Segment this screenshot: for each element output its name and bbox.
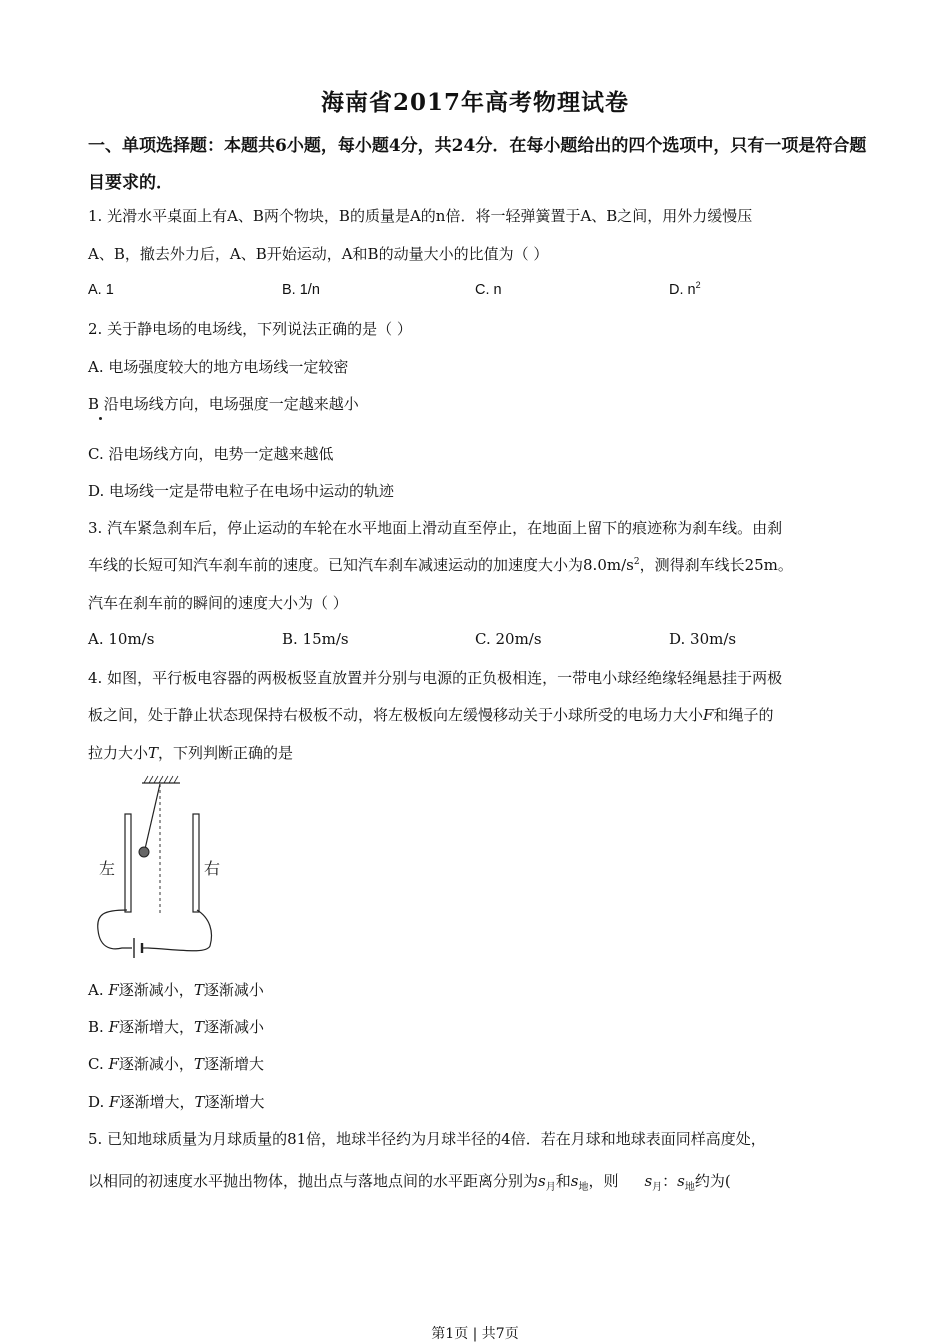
q4-line1: 4. 如图，平行板电容器的两极板竖直放置并分别与电源的正负极相连，一带电小球经绝缘轻绳悬挂于两极 <box>88 669 783 687</box>
q2-option-d: D. 电场线一定是带电粒子在电场中运动的轨迹 <box>88 482 395 500</box>
q4-line3-var: T <box>148 744 159 762</box>
q1-option-d <box>669 282 701 298</box>
q1-line1: 1. 光滑水平桌面上有A、B两个物块，B的质量是A的n倍．将一轻弹簧置于A、B之间，用外力缓慢压 <box>88 207 753 225</box>
q5-line2-a: 以相同的初速度水平抛出物体，抛出点与落地点间的水平距离分别为 <box>88 1172 539 1190</box>
q1-option-d-sup: 2 <box>695 280 701 291</box>
q4-line3-b: ，下列判断正确的是 <box>158 744 294 762</box>
q3-line2-a: 车线的长短可知汽车刹车前的速度。已知汽车刹车减速运动的加速度大小为8.0m/s <box>88 556 634 574</box>
q3-option-d: D. 30m/s <box>669 630 737 648</box>
q5-s-earth: s <box>570 1172 579 1190</box>
q4-option-a: A. F逐渐减小，T逐渐减小 <box>88 981 264 999</box>
q4-line3-a: 拉力大小 <box>88 744 149 762</box>
q5-line2-c: 约为( <box>694 1172 731 1190</box>
q4-line3 <box>88 742 293 763</box>
q3-option-c: C. 20m/s <box>475 630 542 648</box>
q4-option-c: C. F逐渐减小，T逐渐增大 <box>88 1055 264 1073</box>
q4-line2 <box>88 704 773 725</box>
q3-line1: 3. 汽车紧急刹车后，停止运动的车轮在水平地面上滑动直至停止，在地面上留下的痕迹称为刹车线。由刹 <box>88 519 783 537</box>
q5-line2-b: ，则 <box>588 1172 619 1190</box>
q4-option-b: B. F逐渐增大，T逐渐减小 <box>88 1018 265 1036</box>
q3-line2-b: ，测得刹车线长25m。 <box>639 556 793 574</box>
stray-dot <box>99 417 102 420</box>
q4-line2-b: 和绳子的 <box>713 706 774 724</box>
right-wire <box>148 910 211 951</box>
charged-ball <box>139 847 149 857</box>
page-footer: 第1页 | 共7页 <box>431 1326 519 1342</box>
thread <box>145 784 160 849</box>
q3-line2 <box>88 554 793 575</box>
q4-line2-var: F <box>703 706 714 724</box>
q4-option-d: D. F逐渐增大，T逐渐增大 <box>88 1093 265 1111</box>
q1-option-a: A. 1 <box>88 282 114 298</box>
left-wire <box>98 910 132 949</box>
page-title: 海南省2017年高考物理试卷 <box>320 89 629 116</box>
q5-line1: 5. 已知地球质量为月球质量的81倍，地球半径约为月球半径的4倍．若在月球和地球表面同样高度处， <box>88 1130 766 1148</box>
q2-option-b: B 沿电场线方向，电场强度一定越来越小 <box>88 395 359 413</box>
q1-line2: A、B，撤去外力后，A、B开始运动，A和B的动量大小的比值为（ ） <box>88 245 549 263</box>
left-plate <box>125 814 131 912</box>
q3-option-a: A. 10m/s <box>88 630 155 648</box>
ceiling-hatch <box>144 776 178 783</box>
q4-line2-a: 板之间，处于静止状态现保持右极板不动，将左极板向左缓慢移动关于小球所受的电场力大小 <box>88 706 704 724</box>
q3-option-b: B. 15m/s <box>282 630 349 648</box>
q1-option-d-base: D. n <box>669 282 696 298</box>
q5-s-moon: s <box>538 1172 546 1190</box>
q2-option-c: C. 沿电场线方向，电势一定越来越低 <box>88 445 334 463</box>
q1-option-b: B. 1/n <box>282 282 320 298</box>
q1-option-c: C. n <box>475 282 502 298</box>
section-heading: 一、单项选择题：本题共6小题，每小题4分，共24分．在每小题给出的四个选项中，只有一项是符合题目要求的． <box>88 136 867 193</box>
q5-line2: 以相同的初速度水平抛出物体，抛出点与落地点间的水平距离分别为$s_月$和$s_地$，则 $s_月$：$s_地$约为( <box>88 1172 731 1193</box>
right-plate <box>193 814 199 912</box>
capacitor-figure <box>92 772 227 962</box>
left-label: 左 <box>99 859 116 878</box>
q2-stem: 2. 关于静电场的电场线，下列说法正确的是（ ） <box>88 320 412 338</box>
q3-line3: 汽车在刹车前的瞬间的速度大小为（ ） <box>88 594 348 612</box>
right-label: 右 <box>204 859 221 878</box>
q3-line2-sup: 2 <box>633 557 640 567</box>
q2-option-a: A. 电场强度较大的地方电场线一定较密 <box>88 358 349 376</box>
